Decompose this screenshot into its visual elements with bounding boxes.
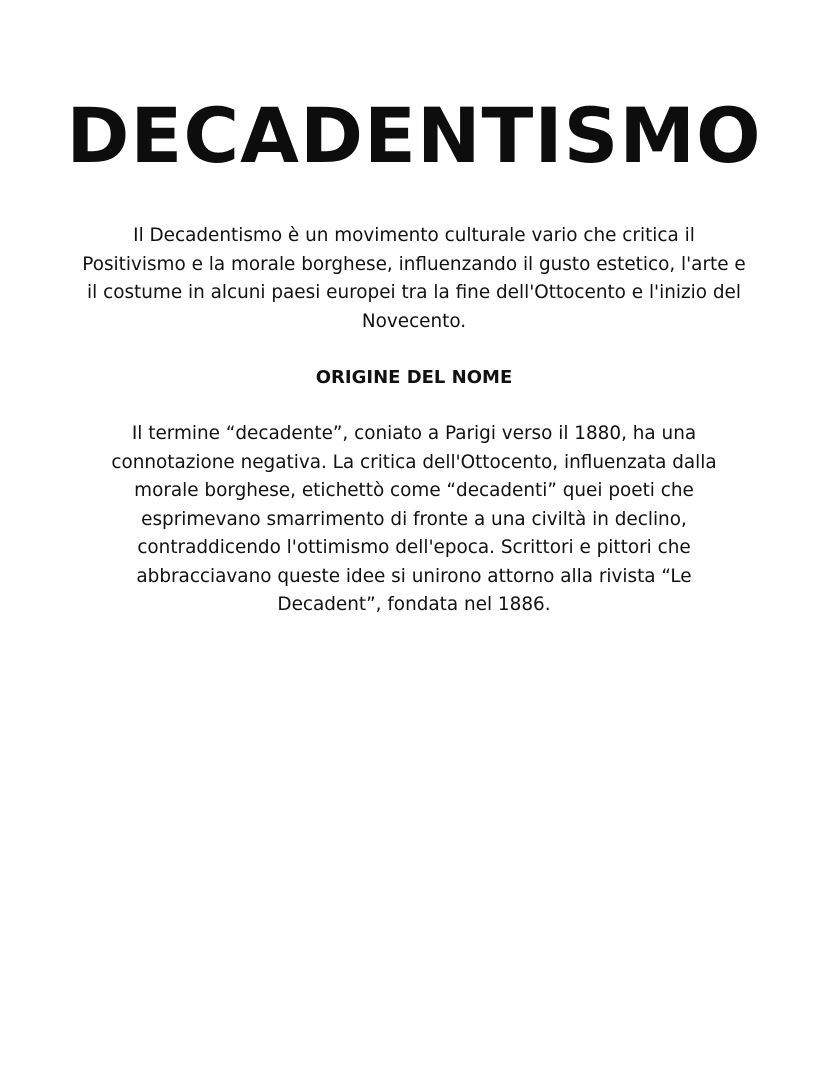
- section-paragraph: Il termine “decadente”, coniato a Parigi verso il 1880, ha una connotazione negativa. La critica dell'Ottocento, influenzata dalla morale borghese, etichettò come “decadenti” quei poeti che esprimevano smarrimento di fronte a una civiltà in declino, contraddicendo l'ottimismo dell'epoca. Scrittori e pittori che abbracciavano queste idee si unirono attorno alla rivista “Le Decadent”, fondata nel 1886.: [111, 423, 717, 615]
- intro-paragraph: Il Decadentismo è un movimento culturale vario che critica il Positivismo e la morale borghese, influenzando il gusto estetico, l'arte e il costume in alcuni paesi europei tra la fine dell'Ottocento e l'inizio del Novecento.: [82, 225, 746, 332]
- section-heading: ORIGINE DEL NOME: [315, 367, 513, 388]
- page-title: DECADENTISMO: [66, 91, 762, 180]
